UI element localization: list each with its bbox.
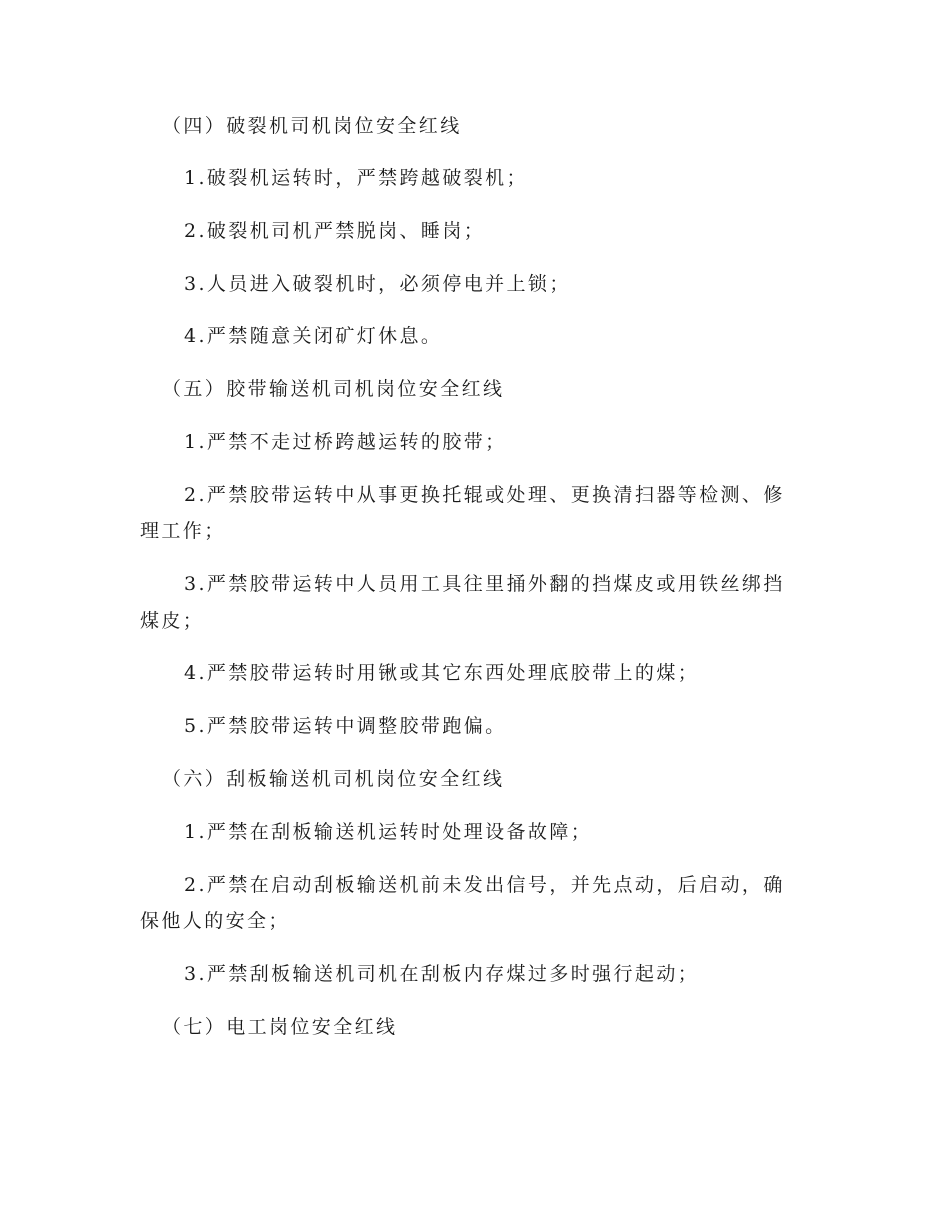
list-item: 1.破裂机运转时，严禁跨越破裂机；	[184, 167, 528, 189]
list-item: 1.严禁不走过桥跨越运转的胶带；	[184, 431, 507, 453]
list-item-continuation: 煤皮；	[140, 610, 205, 632]
list-item: 4.严禁随意关闭矿灯休息。	[184, 325, 443, 347]
list-item: 1.严禁在刮板输送机运转时处理设备故障；	[184, 821, 593, 843]
list-item: 3.严禁胶带运转中人员用工具往里捅外翻的挡煤皮或用铁丝绑挡	[184, 573, 785, 595]
list-item: 2.破裂机司机严禁脱岗、睡岗；	[184, 220, 486, 242]
section-heading: （七）电工岗位安全红线	[162, 1016, 398, 1038]
list-item: 3.严禁刮板输送机司机在刮板内存煤过多时强行起动；	[184, 963, 700, 985]
list-item-continuation: 保他人的安全；	[140, 910, 290, 932]
list-item-continuation: 理工作；	[140, 520, 226, 542]
section-heading: （四）破裂机司机岗位安全红线	[162, 115, 462, 137]
list-item: 2.严禁在启动刮板输送机前未发出信号，并先点动，后启动，确	[184, 874, 785, 896]
list-item: 2.严禁胶带运转中从事更换托辊或处理、更换清扫器等检测、修	[184, 484, 785, 506]
section-heading: （六）刮板输送机司机岗位安全红线	[162, 768, 505, 790]
list-item: 4.严禁胶带运转时用锹或其它东西处理底胶带上的煤；	[184, 662, 700, 684]
list-item: 3.人员进入破裂机时，必须停电并上锁；	[184, 273, 571, 295]
section-heading: （五）胶带输送机司机岗位安全红线	[162, 378, 505, 400]
list-item: 5.严禁胶带运转中调整胶带跑偏。	[184, 715, 507, 737]
